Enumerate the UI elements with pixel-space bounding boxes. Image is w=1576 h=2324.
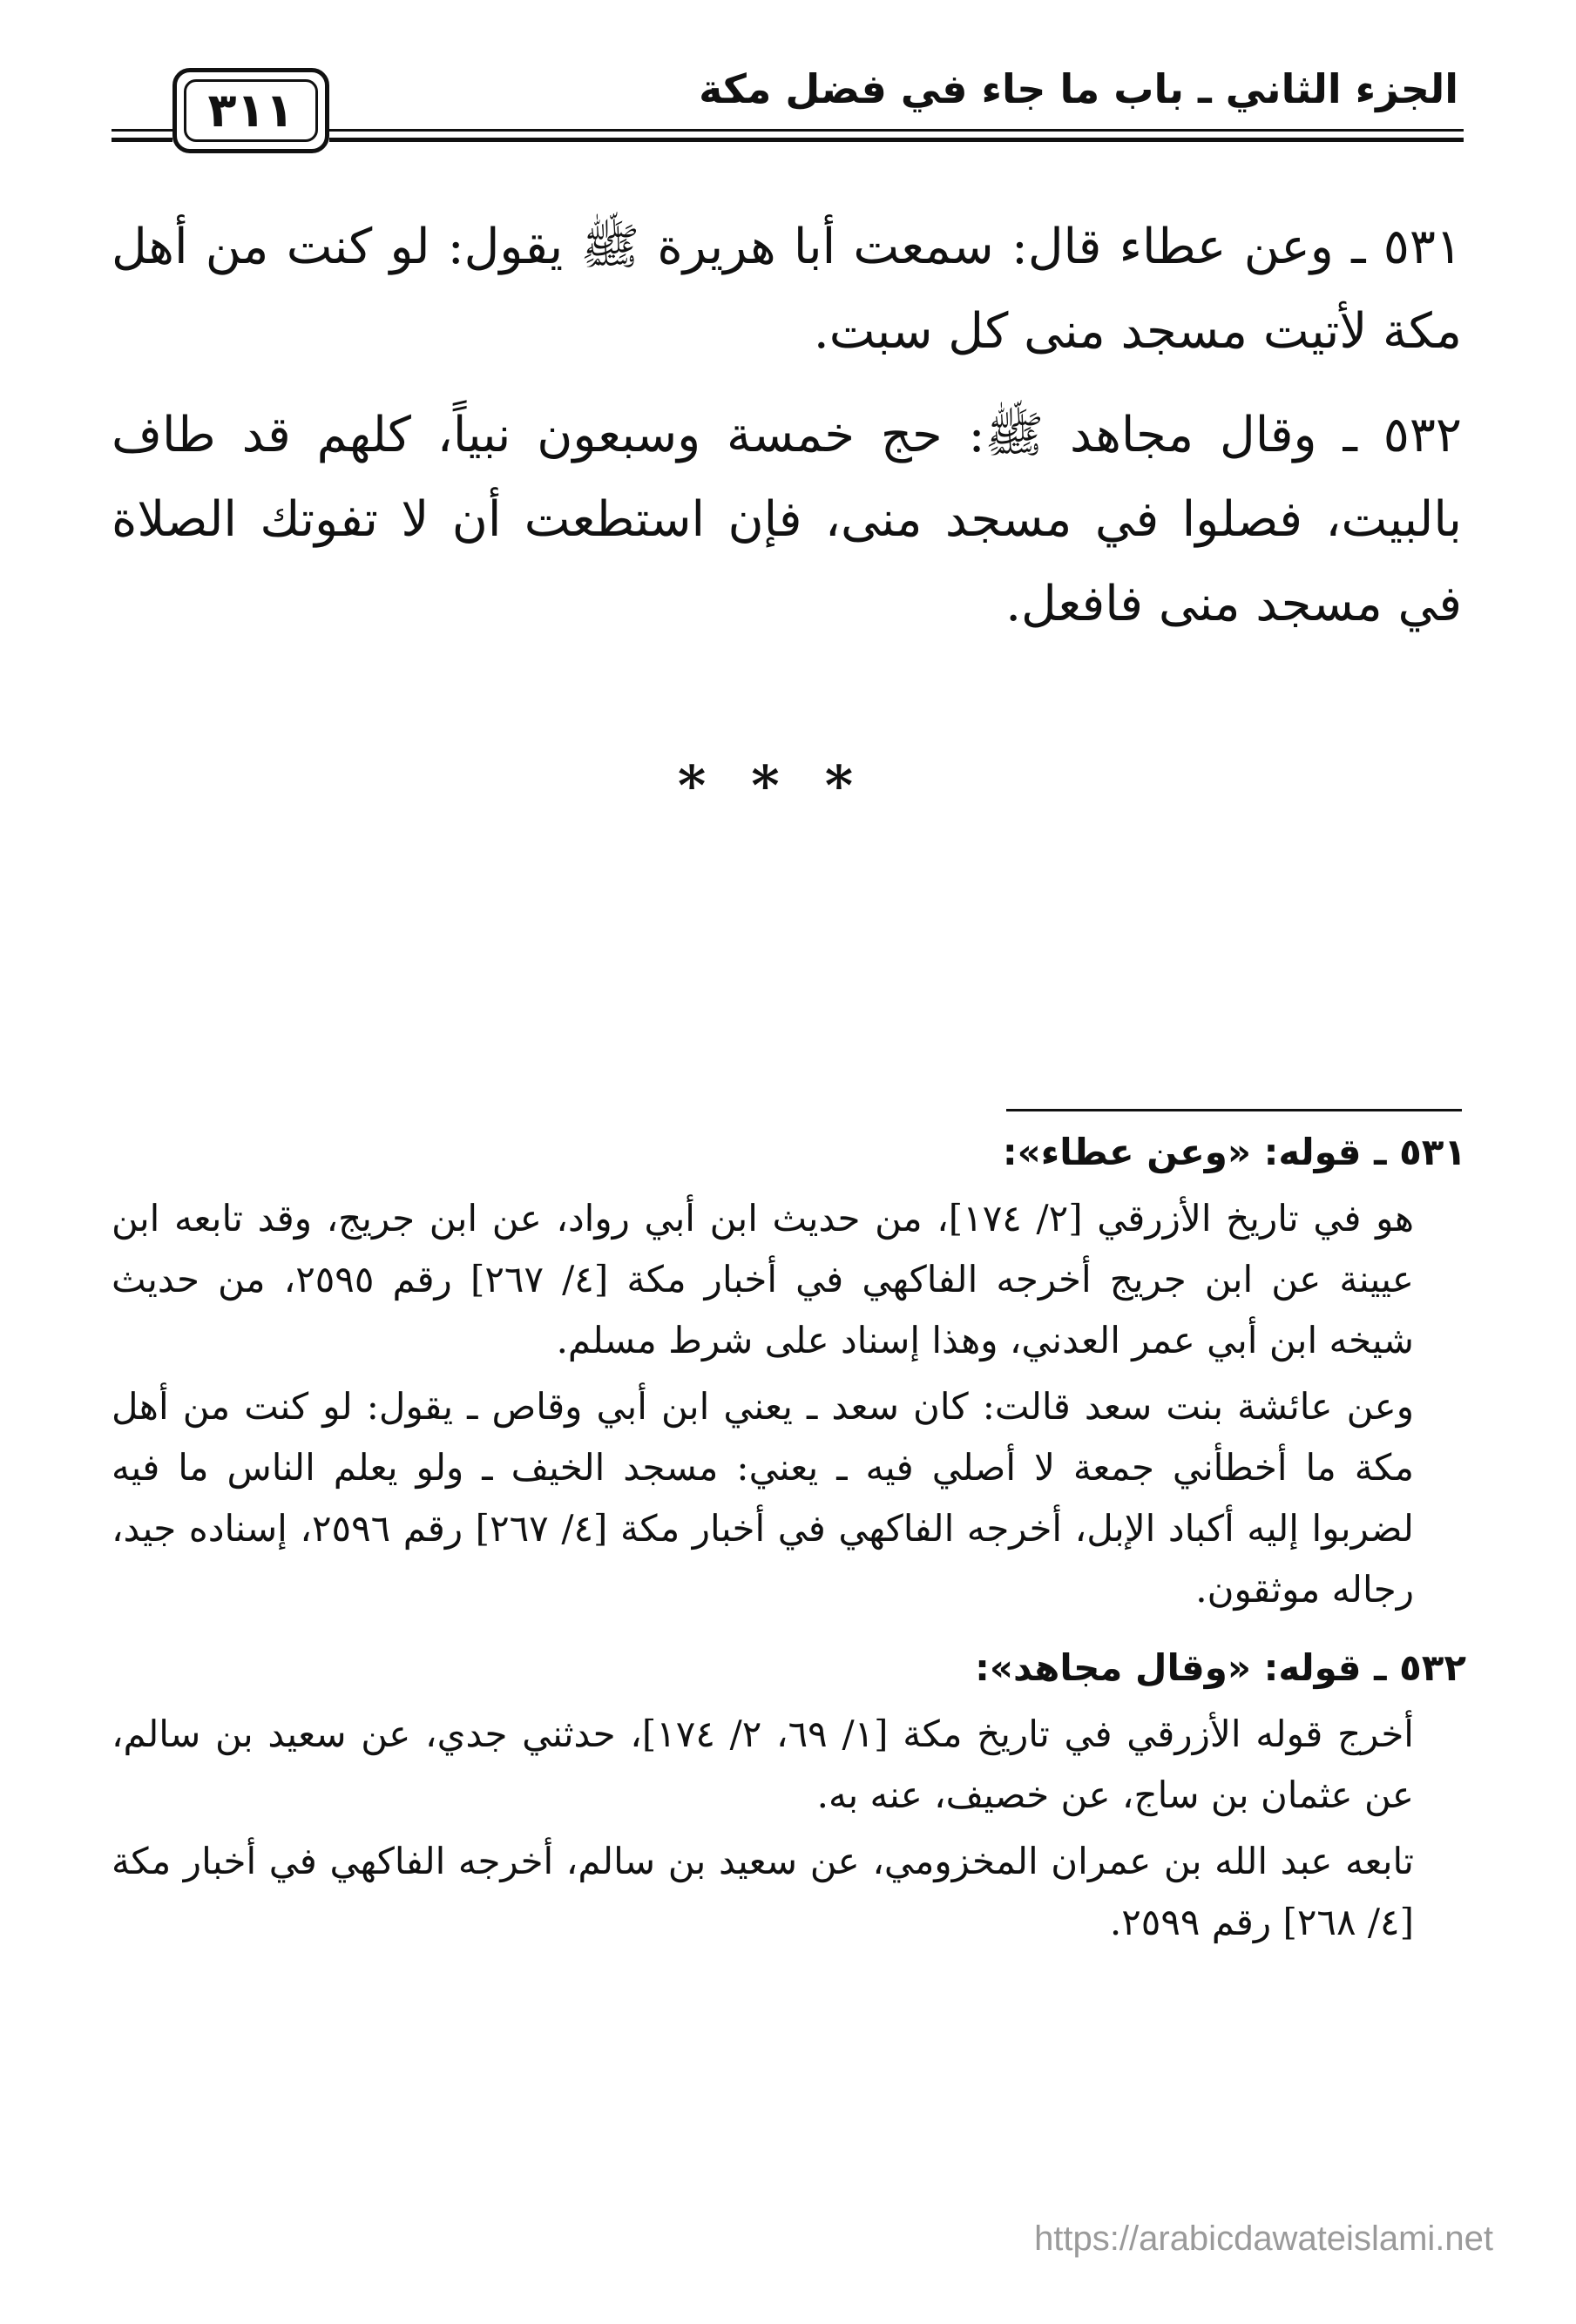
header-rule-top-left <box>112 129 172 132</box>
header-rule-top-right <box>329 129 1464 132</box>
watermark-url: https://arabicdawateislami.net <box>1034 2219 1493 2258</box>
main-paragraph-531: ٥٣١ ـ وعن عطاء قال: سمعت أبا هريرة ﷺ يقول: لو كنت من أهل مكة لأتيت مسجد منى كل سبت. <box>112 219 1462 360</box>
header-rule-bottom-left <box>112 138 172 142</box>
footnote-heading-532: ٥٣٢ ـ قوله: «وقال مجاهد»: <box>975 1646 1466 1689</box>
footnote-heading-531: ٥٣١ ـ قوله: «وعن عطاء»: <box>1002 1131 1466 1173</box>
footnote-body-532 <box>112 1704 1466 1953</box>
footnote-531-paragraph-2: وعن عائشة بنت سعد قالت: كان سعد ـ يعني ابن أبي وقاص ـ يقول: لو كنت من أهل مكة ما أخطأني جمعة لا أصلي فيه ـ يعني: مسجد الخيف ـ ولو يعلم الناس ما فيه لضربوا إليه أكباد الإبل، أخرجه الفاكهي في أخبار مكة [٤/ ٢٦٧] رقم ٢٥٩٦، إسناده جيد، رجاله موثقون. <box>112 1385 1414 1611</box>
footnote-531 <box>112 1122 1466 1620</box>
page-number-frame <box>172 68 329 153</box>
footnote-532 <box>112 1638 1466 1953</box>
main-paragraph-532: ٥٣٢ ـ وقال مجاهد ﷺ: حج خمسة وسبعون نبياً، كلهم قد طاف بالبيت، فصلوا في مسجد منى، فإن استطعت أن لا تفوتك الصلاة في مسجد منى فافعل. <box>112 407 1462 632</box>
footnote-532-paragraph-2: تابعه عبد الله بن عمران المخزومي، عن سعيد بن سالم، أخرجه الفاكهي في أخبار مكة [٤/ ٢٦٨] رقم ٢٥٩٩. <box>112 1840 1414 1943</box>
section-separator-stars: *** <box>677 753 899 817</box>
footnote-body-531 <box>112 1188 1466 1620</box>
footnotes <box>112 1122 1466 1958</box>
footnote-gap <box>112 1625 1466 1638</box>
main-text <box>112 205 1462 665</box>
page-number: ٣١١ <box>207 83 294 138</box>
footnote-532-paragraph-1: أخرج قوله الأزرقي في تاريخ مكة [١/ ٦٩، ٢/ ١٧٤]، حدثني جدي، عن سعيد بن سالم، عن عثمان بن ساج، عن خصيف، عنه به. <box>112 1713 1414 1816</box>
page-number-inner-frame <box>184 79 318 142</box>
running-title: الجزء الثاني ـ باب ما جاء في فضل مكة <box>699 65 1458 112</box>
footnote-separator-rule <box>1006 1109 1462 1111</box>
header-rule-bottom-right <box>329 138 1464 142</box>
footnote-531-paragraph-1: هو في تاريخ الأزرقي [٢/ ١٧٤]، من حديث ابن أبي رواد، عن ابن جريج، وقد تابعه ابن عيينة عن ابن جريج أخرجه الفاكهي في أخبار مكة [٤/ ٢٦٧] رقم ٢٥٩٥، من حديث شيخه ابن أبي عمر العدني، وهذا إسناد على شرط مسلم. <box>112 1197 1414 1361</box>
